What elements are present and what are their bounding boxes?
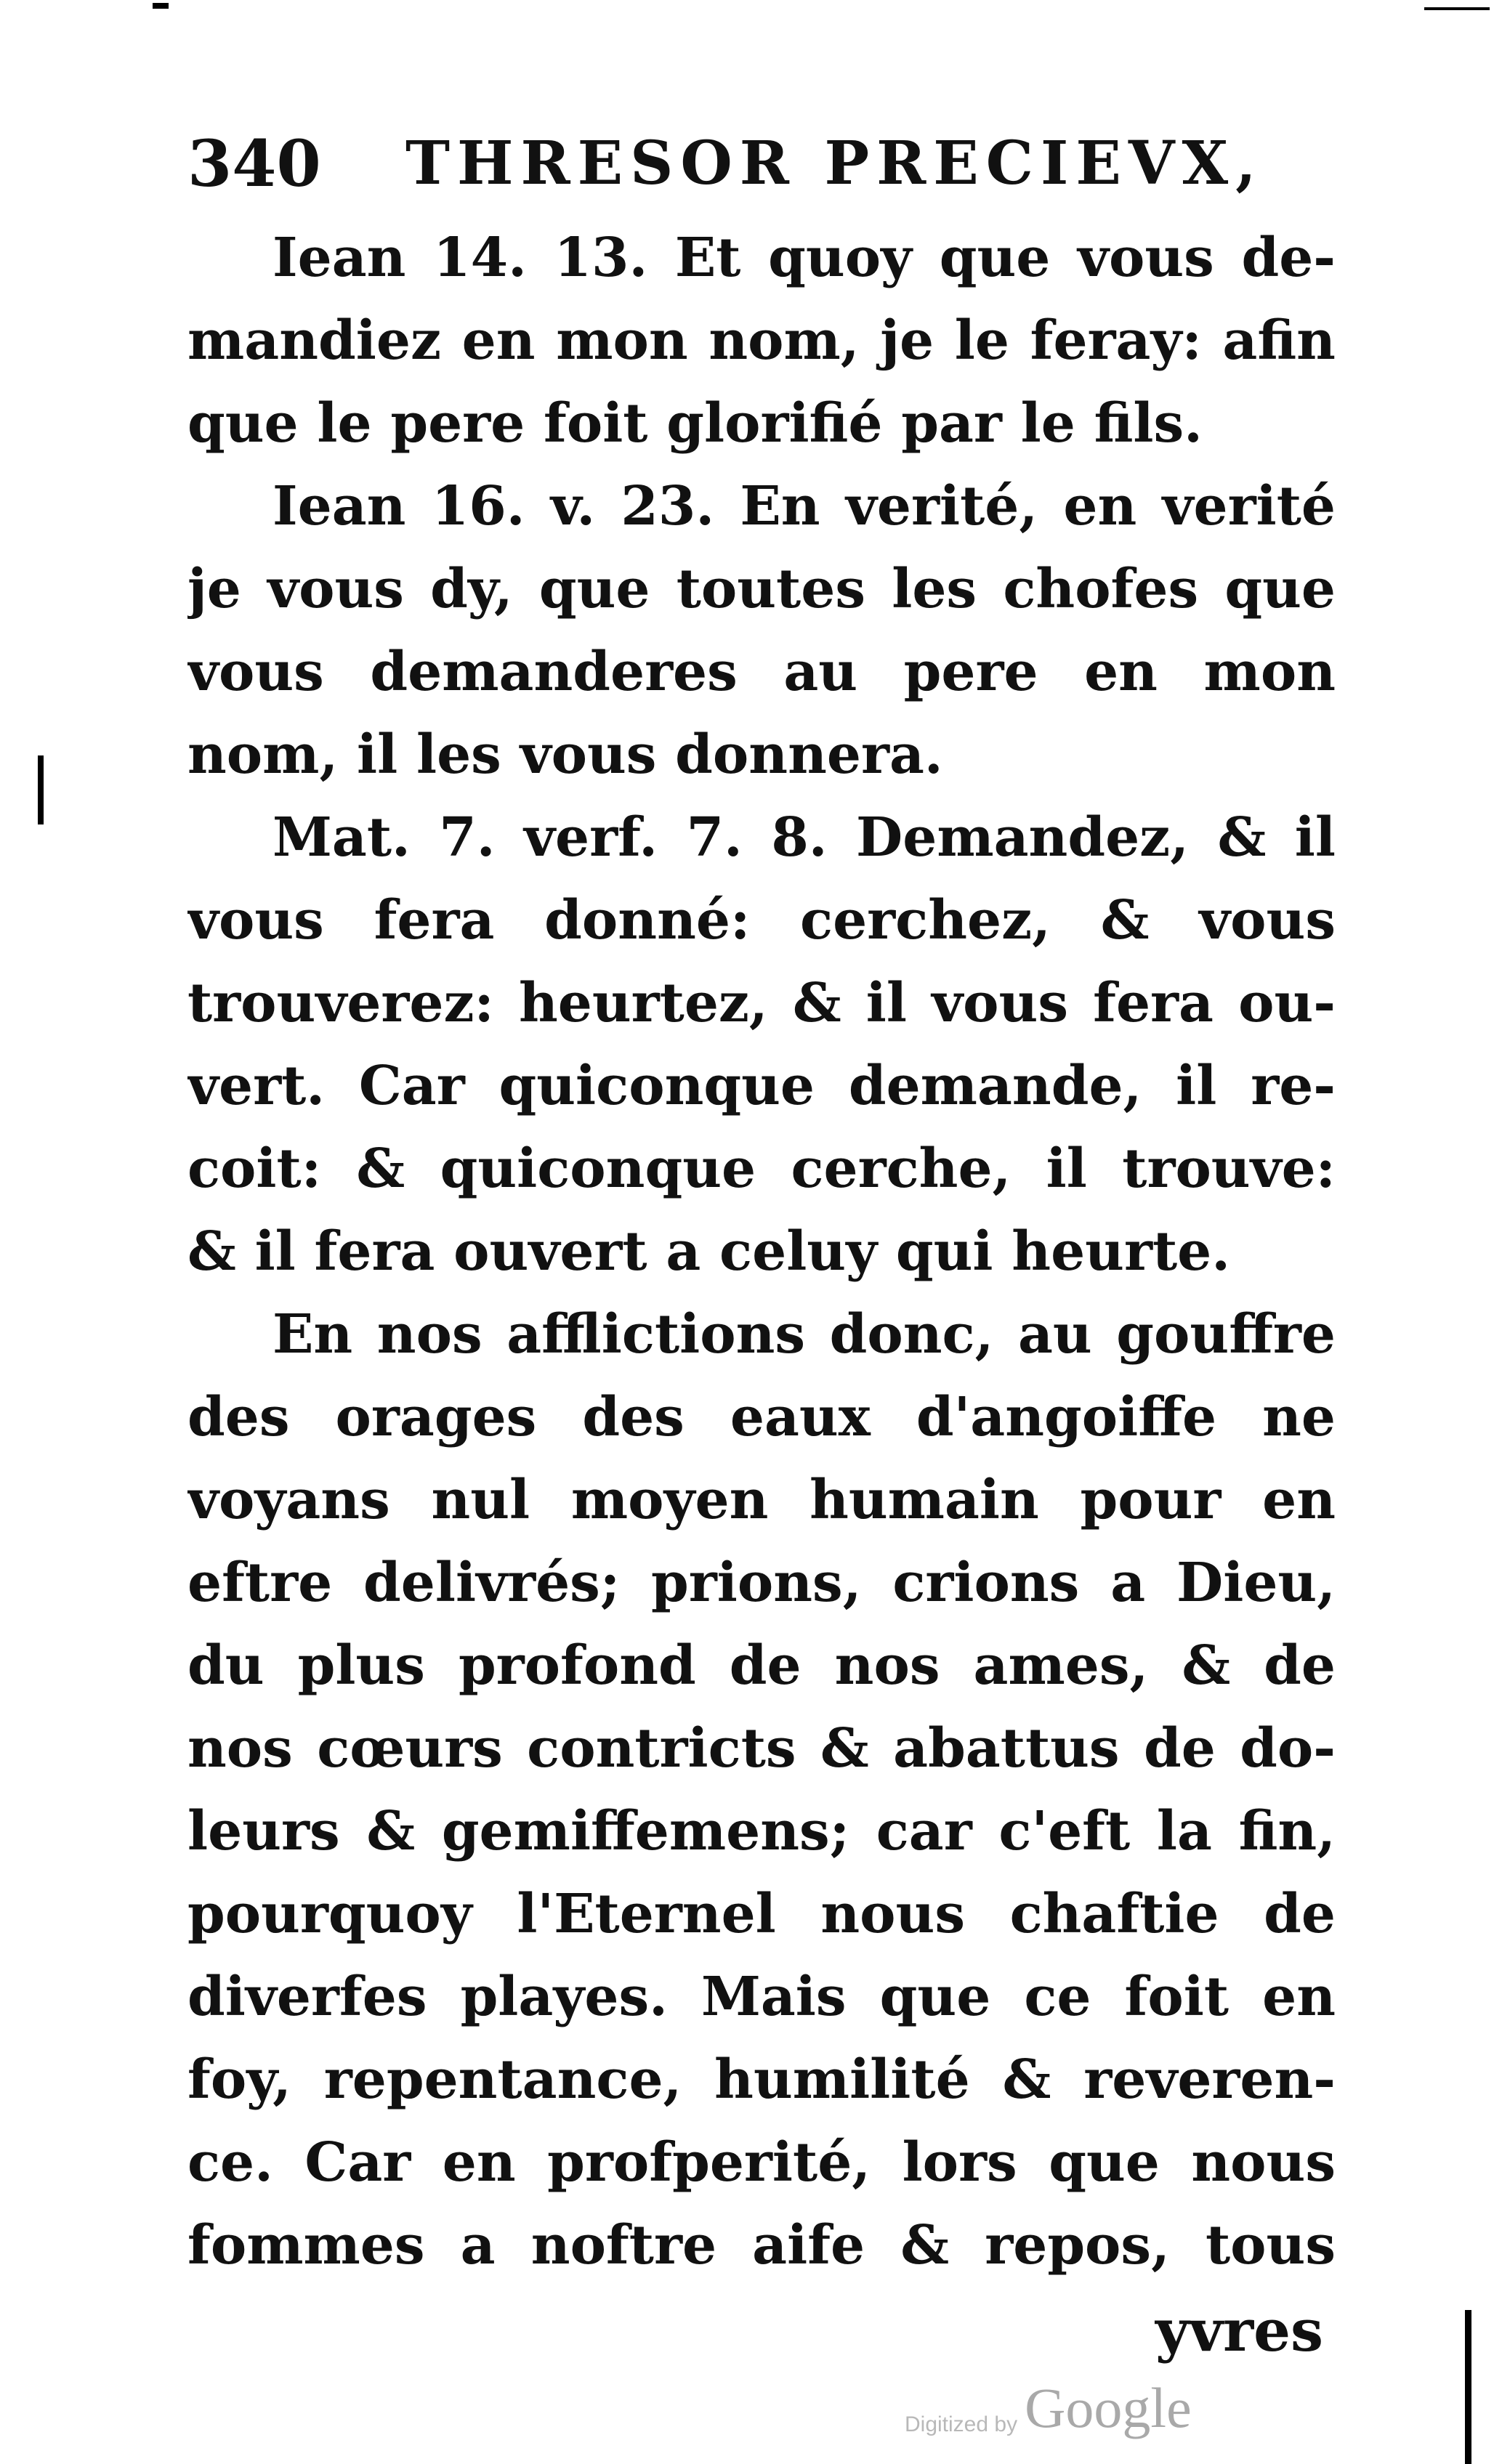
text-line: vous fera donné: cerchez, & vous [187, 889, 1336, 952]
page-header [187, 123, 1350, 203]
scan-edge-mark [1424, 7, 1490, 10]
text-line: je vous dy, que toutes les chofes que [187, 558, 1336, 620]
text-line: des orages des eaux d'angoiffe ne [187, 1386, 1336, 1448]
running-title: THRESOR PRECIEVX, [405, 129, 1264, 198]
text-line: nom, il les vous donnera. [187, 724, 943, 786]
scan-edge-mark [1465, 2310, 1471, 2464]
text-line: ce. Car en profperité, lors que nous [187, 2131, 1336, 2194]
text-line: diverfes playes. Mais que ce foit en [187, 1966, 1336, 2028]
watermark-prefix: Digitized by [905, 2412, 1018, 2436]
google-logo: Google [1025, 2376, 1192, 2439]
text-line: foy, repentance, humilité & reveren- [187, 2048, 1336, 2111]
text-line: leurs & gemiffemens; car c'eft la fin, [187, 1800, 1336, 1863]
text-line: du plus profond de nos ames, & de [187, 1634, 1336, 1697]
catchword: yvres [1155, 2296, 1324, 2364]
text-line: vert. Car quiconque demande, il re- [187, 1055, 1336, 1117]
text-line: mandiez en mon nom, je le feray: afin [187, 309, 1336, 372]
text-line: nos cœurs contricts & abattus de do- [187, 1717, 1336, 1780]
scan-edge-mark [38, 755, 44, 824]
text-line: Mat. 7. verf. 7. 8. Demandez, & il [272, 806, 1336, 869]
text-line: Iean 16. v. 23. En verité, en verité [272, 475, 1336, 538]
text-line: voyans nul moyen humain pour en [187, 1469, 1336, 1531]
text-line: coit: & quiconque cerche, il trouve: [187, 1138, 1336, 1200]
text-line: Iean 14. 13. Et quoy que vous de- [272, 227, 1336, 289]
text-line: pourquoy l'Eternel nous chaftie de [187, 1883, 1336, 1945]
text-line: eftre delivrés; prions, crions a Dieu, [187, 1552, 1336, 1614]
scan-speck [153, 3, 169, 9]
text-line: trouverez: heurtez, & il vous fera ou- [187, 972, 1336, 1034]
text-line: & il fera ouvert a celuy qui heurte. [187, 1220, 1230, 1283]
digitized-by-google-watermark [905, 2368, 1192, 2441]
page-number: 340 [187, 126, 321, 201]
text-line: En nos afflictions donc, au gouffre [272, 1303, 1336, 1366]
text-line: vous demanderes au pere en mon [187, 641, 1336, 703]
text-line: que le pere foit glorifié par le fils. [187, 392, 1203, 455]
text-line: fommes a noftre aife & repos, tous [187, 2214, 1336, 2277]
